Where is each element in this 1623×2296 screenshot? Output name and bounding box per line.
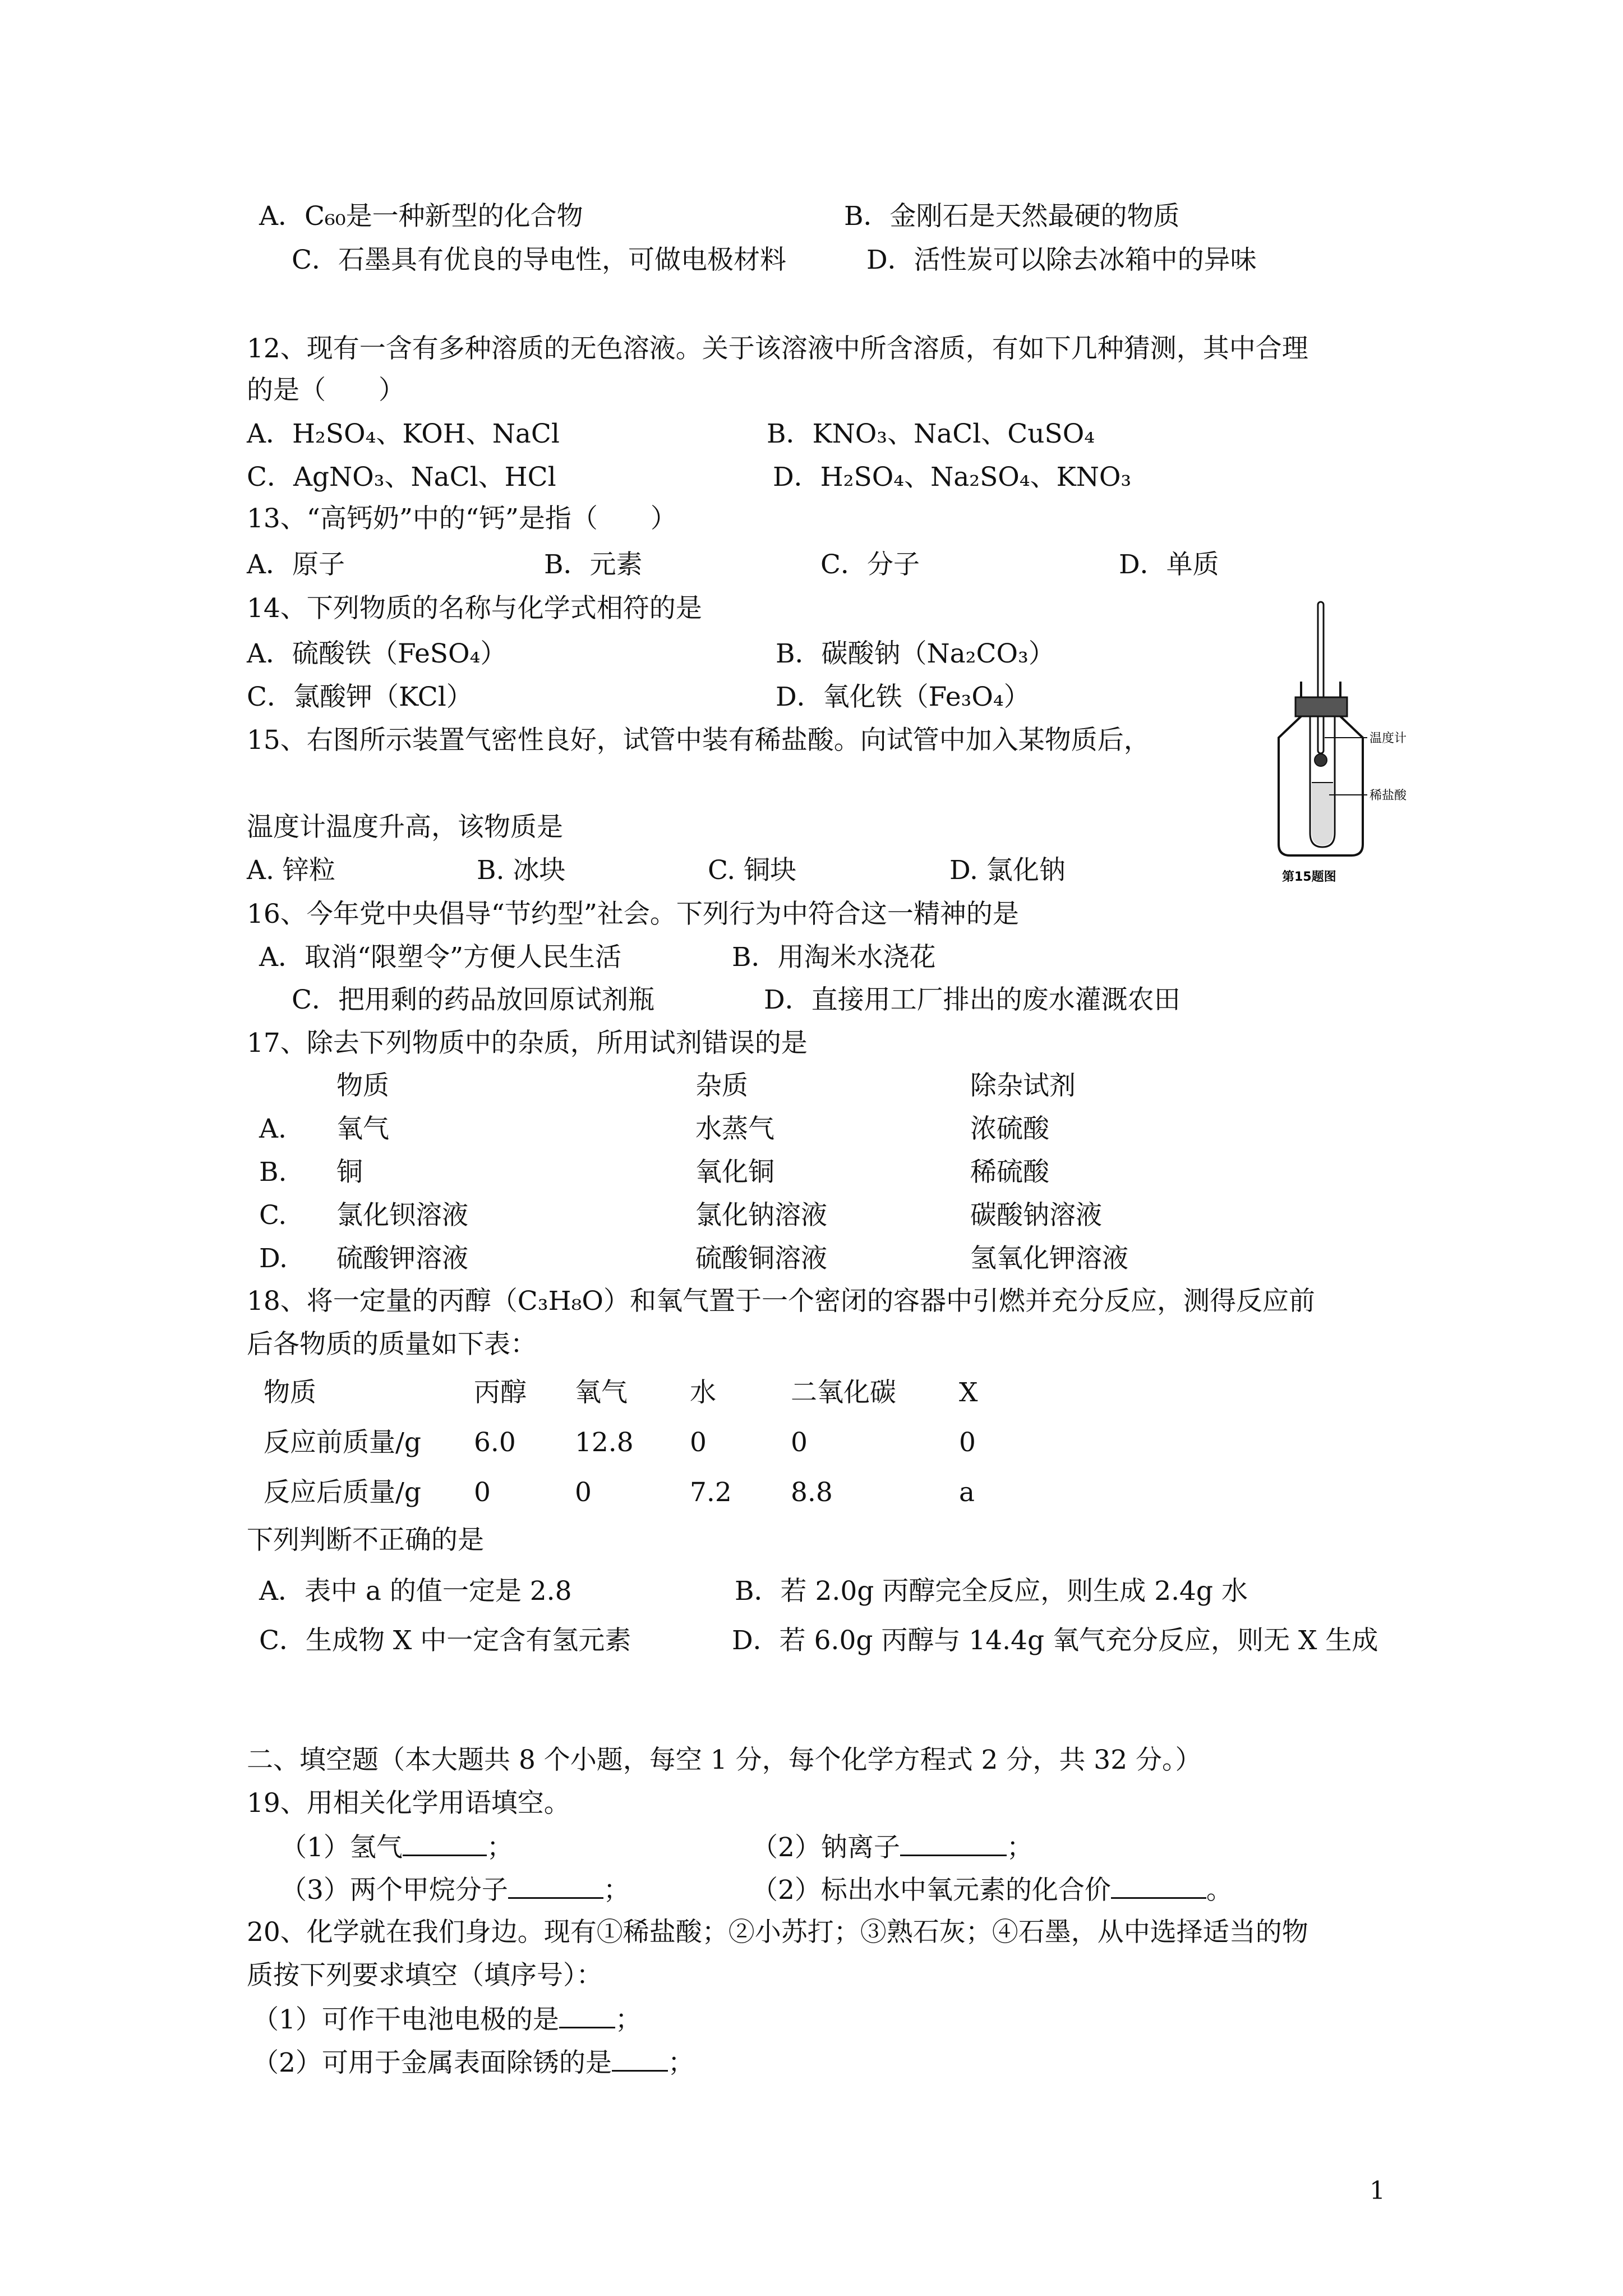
q18-stem-line2: 后各物质的质量如下表： (247, 1329, 537, 1360)
q17-cell: 浓硫酸 (970, 1114, 1049, 1144)
q12-stem-line1: 12、现有一含有多种溶质的无色溶液。关于该溶液中所含溶质，有如下几种猜测，其中合理 (247, 333, 1308, 364)
q17-cell: 氯化钡溶液 (336, 1200, 468, 1231)
q18-table-cell: 水 (690, 1377, 716, 1408)
q19-item-1: （1）氢气 ； (280, 1830, 513, 1865)
q17-cell: 硫酸铜溶液 (695, 1243, 827, 1274)
q18-table-cell: 氧气 (575, 1377, 628, 1408)
q18-table-cell: 反应后质量/g (264, 1477, 421, 1508)
q18-table-cell: 二氧化碳 (791, 1377, 896, 1408)
q15-option-b: B. 冰块 (477, 855, 566, 886)
q20-item-1: （1）可作干电池电极的是 ； (252, 2002, 642, 2037)
q18-table-cell: 丙醇 (474, 1377, 527, 1408)
q18-option-a: A．表中 a 的值一定是 2.8 (259, 1576, 572, 1607)
answer-blank[interactable] (508, 1872, 603, 1899)
thermometer-tube (1318, 602, 1324, 753)
q15-stem-line2: 温度计温度升高，该物质是 (247, 812, 563, 843)
q18-option-d: D．若 6.0g 丙醇与 14.4g 氧气充分反应，则无 X 生成 (732, 1625, 1378, 1656)
q15-option-a: A. 锌粒 (247, 855, 335, 886)
q20-stem-line2: 质按下列要求填空（填序号）： (247, 1960, 603, 1991)
q17-cell: 氯化钠溶液 (695, 1200, 827, 1231)
q12-option-a: A．H₂SO₄、KOH、NaCl (247, 418, 560, 449)
answer-blank[interactable] (612, 2045, 668, 2072)
q17-header-substance: 物质 (336, 1070, 389, 1101)
q18-table-cell: a (959, 1477, 975, 1508)
q17-cell: 铜 (336, 1157, 363, 1188)
q19-item-2: （2）钠离子 ； (751, 1830, 1033, 1865)
q19-item-4: （2）标出水中氧元素的化合价 。 (751, 1872, 1233, 1907)
q20-stem-line1: 20、化学就在我们身边。现有①稀盐酸；②小苏打；③熟石灰；④石墨，从中选择适当的物 (247, 1917, 1308, 1948)
q17-cell: 硫酸钾溶液 (336, 1243, 468, 1274)
q17-stem: 17、除去下列物质中的杂质，所用试剂错误的是 (247, 1028, 808, 1059)
q14-stem: 14、下列物质的名称与化学式相符的是 (247, 593, 702, 624)
q16-option-d: D．直接用工厂排出的废水灌溉农田 (764, 984, 1181, 1015)
section-2-title: 二、填空题（本大题共 8 个小题，每空 1 分，每个化学方程式 2 分，共 32 分。） (247, 1745, 1202, 1775)
q18-table-cell: 12.8 (575, 1427, 634, 1458)
q17-row-label: B. (259, 1157, 287, 1188)
q13-option-c: C．分子 (820, 549, 920, 580)
q12-option-b: B．KNO₃、NaCl、CuSO₄ (767, 418, 1095, 449)
answer-blank[interactable] (1111, 1872, 1206, 1899)
q16-option-b: B．用淘米水浇花 (732, 942, 936, 973)
q18-table-cell: 0 (474, 1477, 491, 1508)
q14-option-a: A．硫酸铁（FeSO₄） (247, 638, 507, 669)
answer-blank[interactable] (403, 1830, 487, 1856)
q19-item-3: （3）两个甲烷分子 ； (280, 1872, 630, 1907)
q11-option-a: A．C₆₀是一种新型的化合物 (259, 201, 583, 232)
q12-option-d: D．H₂SO₄、Na₂SO₄、KNO₃ (773, 462, 1132, 493)
figure-caption: 第15题图 (1282, 870, 1336, 884)
acid-liquid (1312, 783, 1333, 845)
q11-option-b: B．金刚石是天然最硬的物质 (844, 201, 1180, 232)
q11-option-d: D．活性炭可以除去冰箱中的异味 (866, 245, 1257, 275)
q17-cell: 稀硫酸 (970, 1157, 1049, 1188)
page-number: 1 (1370, 2177, 1385, 2205)
q18-table-cell: 0 (791, 1427, 808, 1458)
q18-table-cell: X (959, 1377, 978, 1408)
q18-option-c: C．生成物 X 中一定含有氢元素 (259, 1625, 631, 1656)
q14-option-b: B．碳酸钠（Na₂CO₃） (776, 638, 1055, 669)
q17-row-label: C. (259, 1200, 287, 1231)
q18-table-cell: 物质 (264, 1377, 316, 1408)
q12-stem-line2: 的是（ ） (247, 375, 405, 406)
q18-table-cell: 0 (690, 1427, 707, 1458)
label-acid: 稀盐酸 (1370, 789, 1407, 803)
q14-option-d: D．氧化铁（Fe₃O₄） (776, 682, 1030, 712)
q18-table-cell: 反应前质量/g (264, 1427, 421, 1458)
thermometer-bulb (1315, 754, 1327, 766)
q17-cell: 氢氧化钾溶液 (970, 1243, 1128, 1274)
q13-option-b: B．元素 (544, 549, 643, 580)
answer-blank[interactable] (559, 2002, 615, 2028)
q17-header-impurity: 杂质 (695, 1070, 748, 1101)
q18-table-cell: 0 (575, 1477, 592, 1508)
label-thermometer: 温度计 (1370, 731, 1407, 746)
apparatus-drawing (1262, 597, 1453, 889)
q18-table-cell: 7.2 (690, 1477, 732, 1508)
q20-item-2: （2）可用于金属表面除锈的是 ； (252, 2045, 694, 2080)
q17-cell: 氧气 (336, 1114, 389, 1144)
q17-header-reagent: 除杂试剂 (970, 1070, 1076, 1101)
q14-option-c: C．氯酸钾（KCl） (247, 682, 473, 712)
q13-option-d: D．单质 (1119, 549, 1219, 580)
q18-table-cell: 8.8 (791, 1477, 833, 1508)
q11-option-c: C．石墨具有优良的导电性，可做电极材料 (292, 245, 786, 275)
q19-stem: 19、用相关化学用语填空。 (247, 1788, 570, 1819)
answer-blank[interactable] (900, 1830, 1007, 1856)
q12-option-c: C．AgNO₃、NaCl、HCl (247, 462, 556, 493)
q13-option-a: A．原子 (247, 549, 345, 580)
q17-cell: 碳酸钠溶液 (970, 1200, 1102, 1231)
q15-apparatus-figure (1262, 597, 1453, 889)
q15-option-d: D. 氯化钠 (949, 855, 1066, 886)
q17-row-label: A. (259, 1114, 287, 1144)
q16-option-c: C．把用剩的药品放回原试剂瓶 (292, 984, 654, 1015)
q17-cell: 氧化铜 (695, 1157, 774, 1188)
q16-stem: 16、今年党中央倡导“节约型”社会。下列行为中符合这一精神的是 (247, 899, 1019, 930)
q18-prompt: 下列判断不正确的是 (247, 1525, 484, 1556)
q16-option-a: A．取消“限塑令”方便人民生活 (259, 942, 621, 973)
q17-cell: 水蒸气 (695, 1114, 774, 1144)
q13-stem: 13、“高钙奶”中的“钙”是指（ ） (247, 503, 677, 534)
q18-table-cell: 0 (959, 1427, 976, 1458)
q18-option-b: B．若 2.0g 丙醇完全反应，则生成 2.4g 水 (735, 1576, 1248, 1607)
q17-row-label: D. (259, 1243, 288, 1274)
q15-stem-line1: 15、右图所示装置气密性良好，试管中装有稀盐酸。向试管中加入某物质后， (247, 725, 1150, 756)
q15-option-c: C. 铜块 (708, 855, 797, 886)
q18-table-cell: 6.0 (474, 1427, 516, 1458)
q18-stem-line1: 18、将一定量的丙醇（C₃H₈O）和氧气置于一个密闭的容器中引燃并充分反应，测得反应前 (247, 1286, 1315, 1317)
stopper (1295, 697, 1347, 716)
